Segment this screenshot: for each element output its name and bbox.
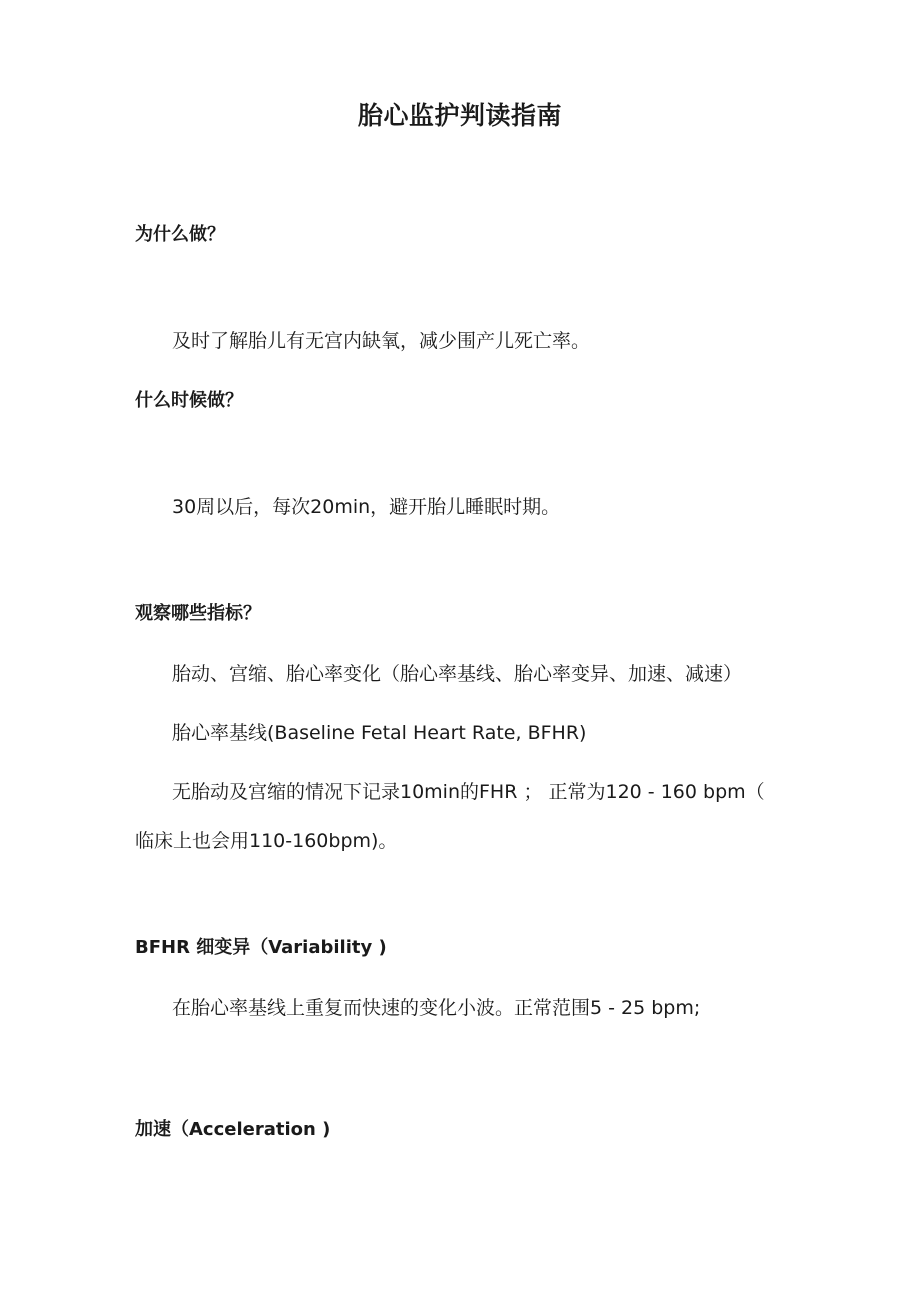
paragraph-variability: 在胎心率基线上重复而快速的变化小波。正常范围5 - 25 bpm; bbox=[172, 997, 701, 1019]
paragraph-bfhr-normal-line1: 无胎动及宫缩的情况下记录10min的FHR ； 正常为120 - 160 bpm（ bbox=[172, 781, 765, 803]
paragraph-bfhr-normal-line2: 临床上也会用110-160bpm)。 bbox=[135, 830, 398, 852]
heading-acceleration: 加速（Acceleration ) bbox=[135, 1119, 331, 1140]
paragraph-indicators-list: 胎动、宫缩、胎心率变化（胎心率基线、胎心率变异、加速、减速） bbox=[172, 663, 743, 685]
heading-variability: BFHR 细变异（Variability ) bbox=[135, 937, 387, 958]
document-title: 胎心监护判读指南 bbox=[357, 101, 562, 130]
paragraph-bfhr-definition: 胎心率基线(Baseline Fetal Heart Rate, BFHR) bbox=[172, 722, 587, 744]
heading-why: 为什么做？ bbox=[135, 224, 225, 245]
paragraph-when: 30周以后，每次20min，避开胎儿睡眠时期。 bbox=[172, 496, 561, 518]
heading-indicators: 观察哪些指标？ bbox=[135, 603, 261, 624]
paragraph-why: 及时了解胎儿有无宫内缺氧，减少围产儿死亡率。 bbox=[172, 330, 591, 352]
heading-when: 什么时候做？ bbox=[135, 390, 243, 411]
